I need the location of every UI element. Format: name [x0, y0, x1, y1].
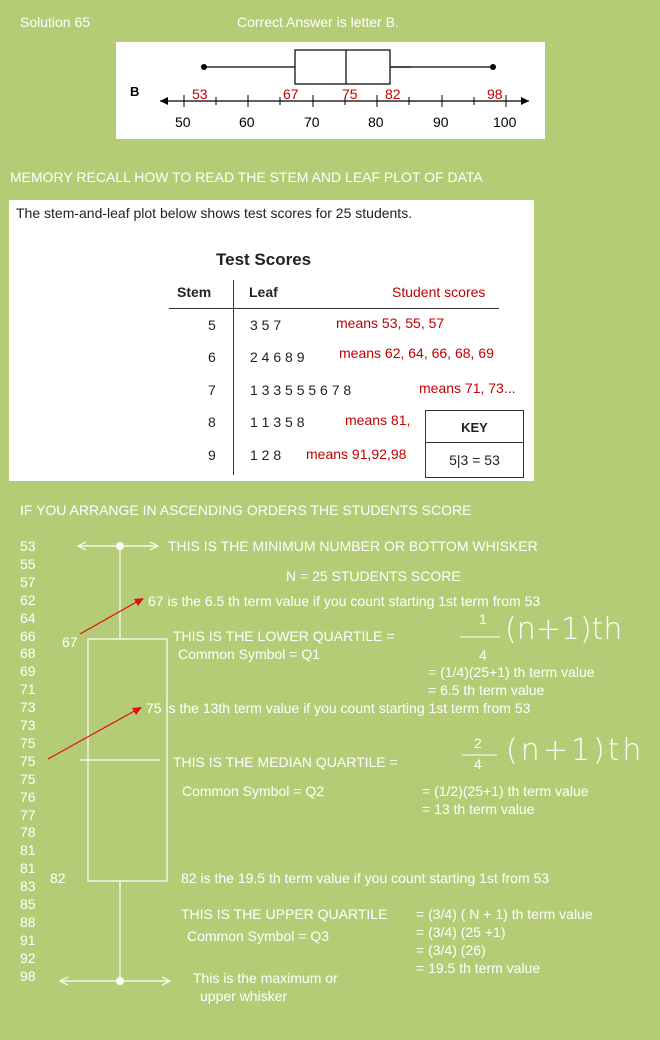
leaf-values: 2 4 6 8 9: [250, 349, 305, 365]
axis-tick-label: 50: [175, 114, 191, 130]
score-item: 83: [20, 878, 36, 895]
score-item: 75: [20, 770, 36, 787]
boxplot-label-median: 75: [342, 86, 358, 102]
score-item: 75: [20, 734, 36, 751]
stem-value: 5: [208, 317, 216, 333]
q1-pointer-arrow: [80, 600, 140, 634]
q2-symbol: Common Symbol = Q2: [182, 783, 324, 799]
q3-position-note: 82 is the 19.5 th term value if you count starting 1st from 53: [181, 870, 550, 886]
score-item: 98: [20, 967, 36, 984]
score-item: 53: [20, 538, 36, 554]
stem-value: 9: [208, 447, 216, 463]
score-item: 85: [20, 896, 36, 912]
stem-value: 8: [208, 414, 216, 430]
boxplot-label-q1: 67: [283, 86, 299, 102]
key-title: KEY: [461, 420, 488, 435]
score-item: 75: [20, 752, 36, 769]
leaf-values: 1 2 8: [250, 447, 282, 463]
q3-calc-line-3: = 19.5 th term value: [416, 960, 541, 976]
q2-title: THIS IS THE MEDIAN QUARTILE =: [173, 754, 398, 770]
score-item: 81: [20, 842, 36, 859]
q2-handwritten-formula: (n+1)th: [506, 733, 645, 768]
q3-symbol: Common Symbol = Q3: [187, 928, 329, 944]
axis-tick-label: 70: [304, 114, 320, 130]
q2-pointer-arrow: [48, 709, 138, 759]
score-item: 64: [20, 609, 36, 626]
max-whisker-note-line-2: upper whisker: [200, 988, 288, 1004]
score-item: 62: [20, 591, 36, 608]
n-count-note: N = 25 STUDENTS SCORE: [286, 568, 461, 584]
q1-calc-line-2: = 6.5 th term value: [428, 682, 545, 698]
q1-position-note: 67 is the 6.5 th term value if you count starting 1st term from 53: [148, 593, 541, 609]
q1-box-label: 67: [62, 634, 78, 650]
answer-label: Correct Answer is letter B.: [237, 14, 399, 30]
axis-tick-label: 90: [433, 114, 449, 130]
ascending-title: IF YOU ARRANGE IN ASCENDING ORDERS THE STUDENTS SCORE: [20, 502, 472, 518]
score-item: 81: [20, 860, 36, 877]
row-meaning: means 71, 73...: [419, 380, 516, 396]
row-meaning: means 81,: [345, 412, 411, 428]
q3-box-label: 82: [50, 870, 66, 886]
max-whisker-note-line-1: This is the maximum or: [193, 970, 338, 986]
q3-calc-line-2: = (3/4) (26): [416, 942, 486, 958]
axis-tick-label: 80: [368, 114, 384, 130]
q2-position-note: 75 is the 13th term value if you count starting 1st term from 53: [146, 700, 531, 716]
leaf-values: 3 5 7: [250, 317, 282, 333]
stem-leaf-intro: The stem-and-leaf plot below shows test scores for 25 students.: [16, 205, 413, 221]
q1-fraction-numerator: 1: [479, 611, 487, 627]
score-item: 92: [20, 949, 36, 966]
q1-fraction-denominator: 4: [479, 647, 487, 663]
leaf-column-header: Leaf: [249, 284, 278, 300]
option-letter: B: [130, 84, 140, 99]
q1-title: THIS IS THE LOWER QUARTILE =: [173, 628, 395, 644]
student-scores-header: Student scores: [392, 284, 486, 300]
max-whisker-dot: [116, 977, 124, 985]
min-whisker-note: THIS IS THE MINIMUM NUMBER OR BOTTOM WHISKER: [168, 538, 538, 554]
score-item: 68: [20, 645, 36, 662]
q2-fraction-denominator: 4: [474, 756, 482, 772]
solution-label: Solution 65: [20, 14, 91, 30]
key-value: 5|3 = 53: [449, 452, 500, 468]
memory-recall-title: MEMORY RECALL HOW TO READ THE STEM AND LEAF PLOT OF DATA: [10, 169, 483, 185]
score-item: 91: [20, 931, 36, 948]
q3-calc-line-0: = (3/4) ( N + 1) th term value: [416, 906, 593, 922]
row-meaning: means 53, 55, 57: [336, 315, 445, 331]
score-item: 57: [20, 573, 36, 590]
score-item: 88: [20, 913, 36, 930]
score-item: 55: [20, 555, 36, 572]
score-item: 73: [20, 699, 36, 716]
axis-tick-label: 60: [239, 114, 255, 130]
leaf-values: 1 1 3 5 8: [250, 414, 305, 430]
q2-calc-line-2: = 13 th term value: [422, 801, 535, 817]
score-item: 66: [20, 627, 36, 644]
q1-handwritten-formula: (n+1)th: [505, 612, 623, 647]
boxplot-label-min: 53: [192, 86, 208, 102]
q2-calc-line-1: = (1/2)(25+1) th term value: [422, 783, 589, 799]
leaf-values: 1 3 3 5 5 5 6 7 8: [250, 382, 352, 398]
q3-calc-line-1: = (3/4) (25 +1): [416, 924, 506, 940]
row-meaning: means 62, 64, 66, 68, 69: [339, 345, 494, 361]
q1-symbol: Common Symbol = Q1: [178, 646, 320, 662]
stem-leaf-title: Test Scores: [216, 250, 312, 269]
q2-fraction-numerator: 2: [474, 735, 482, 751]
stem-column-header: Stem: [177, 284, 212, 300]
score-item: 78: [20, 824, 36, 841]
row-meaning: means 91,92,98: [306, 446, 407, 462]
score-item: 71: [20, 681, 36, 698]
boxplot-label-max: 98: [487, 86, 503, 102]
stem-value: 6: [208, 349, 216, 365]
q3-title: THIS IS THE UPPER QUARTILE: [181, 906, 388, 922]
score-item: 73: [20, 717, 36, 733]
stem-value: 7: [208, 382, 216, 398]
boxplot-label-q3: 82: [385, 86, 401, 102]
score-item: 77: [20, 806, 36, 823]
q1-calc-line-1: = (1/4)(25+1) th term value: [428, 664, 595, 680]
score-item: 76: [20, 788, 36, 805]
axis-tick-label: 100: [493, 114, 517, 130]
score-item: 69: [20, 663, 36, 680]
